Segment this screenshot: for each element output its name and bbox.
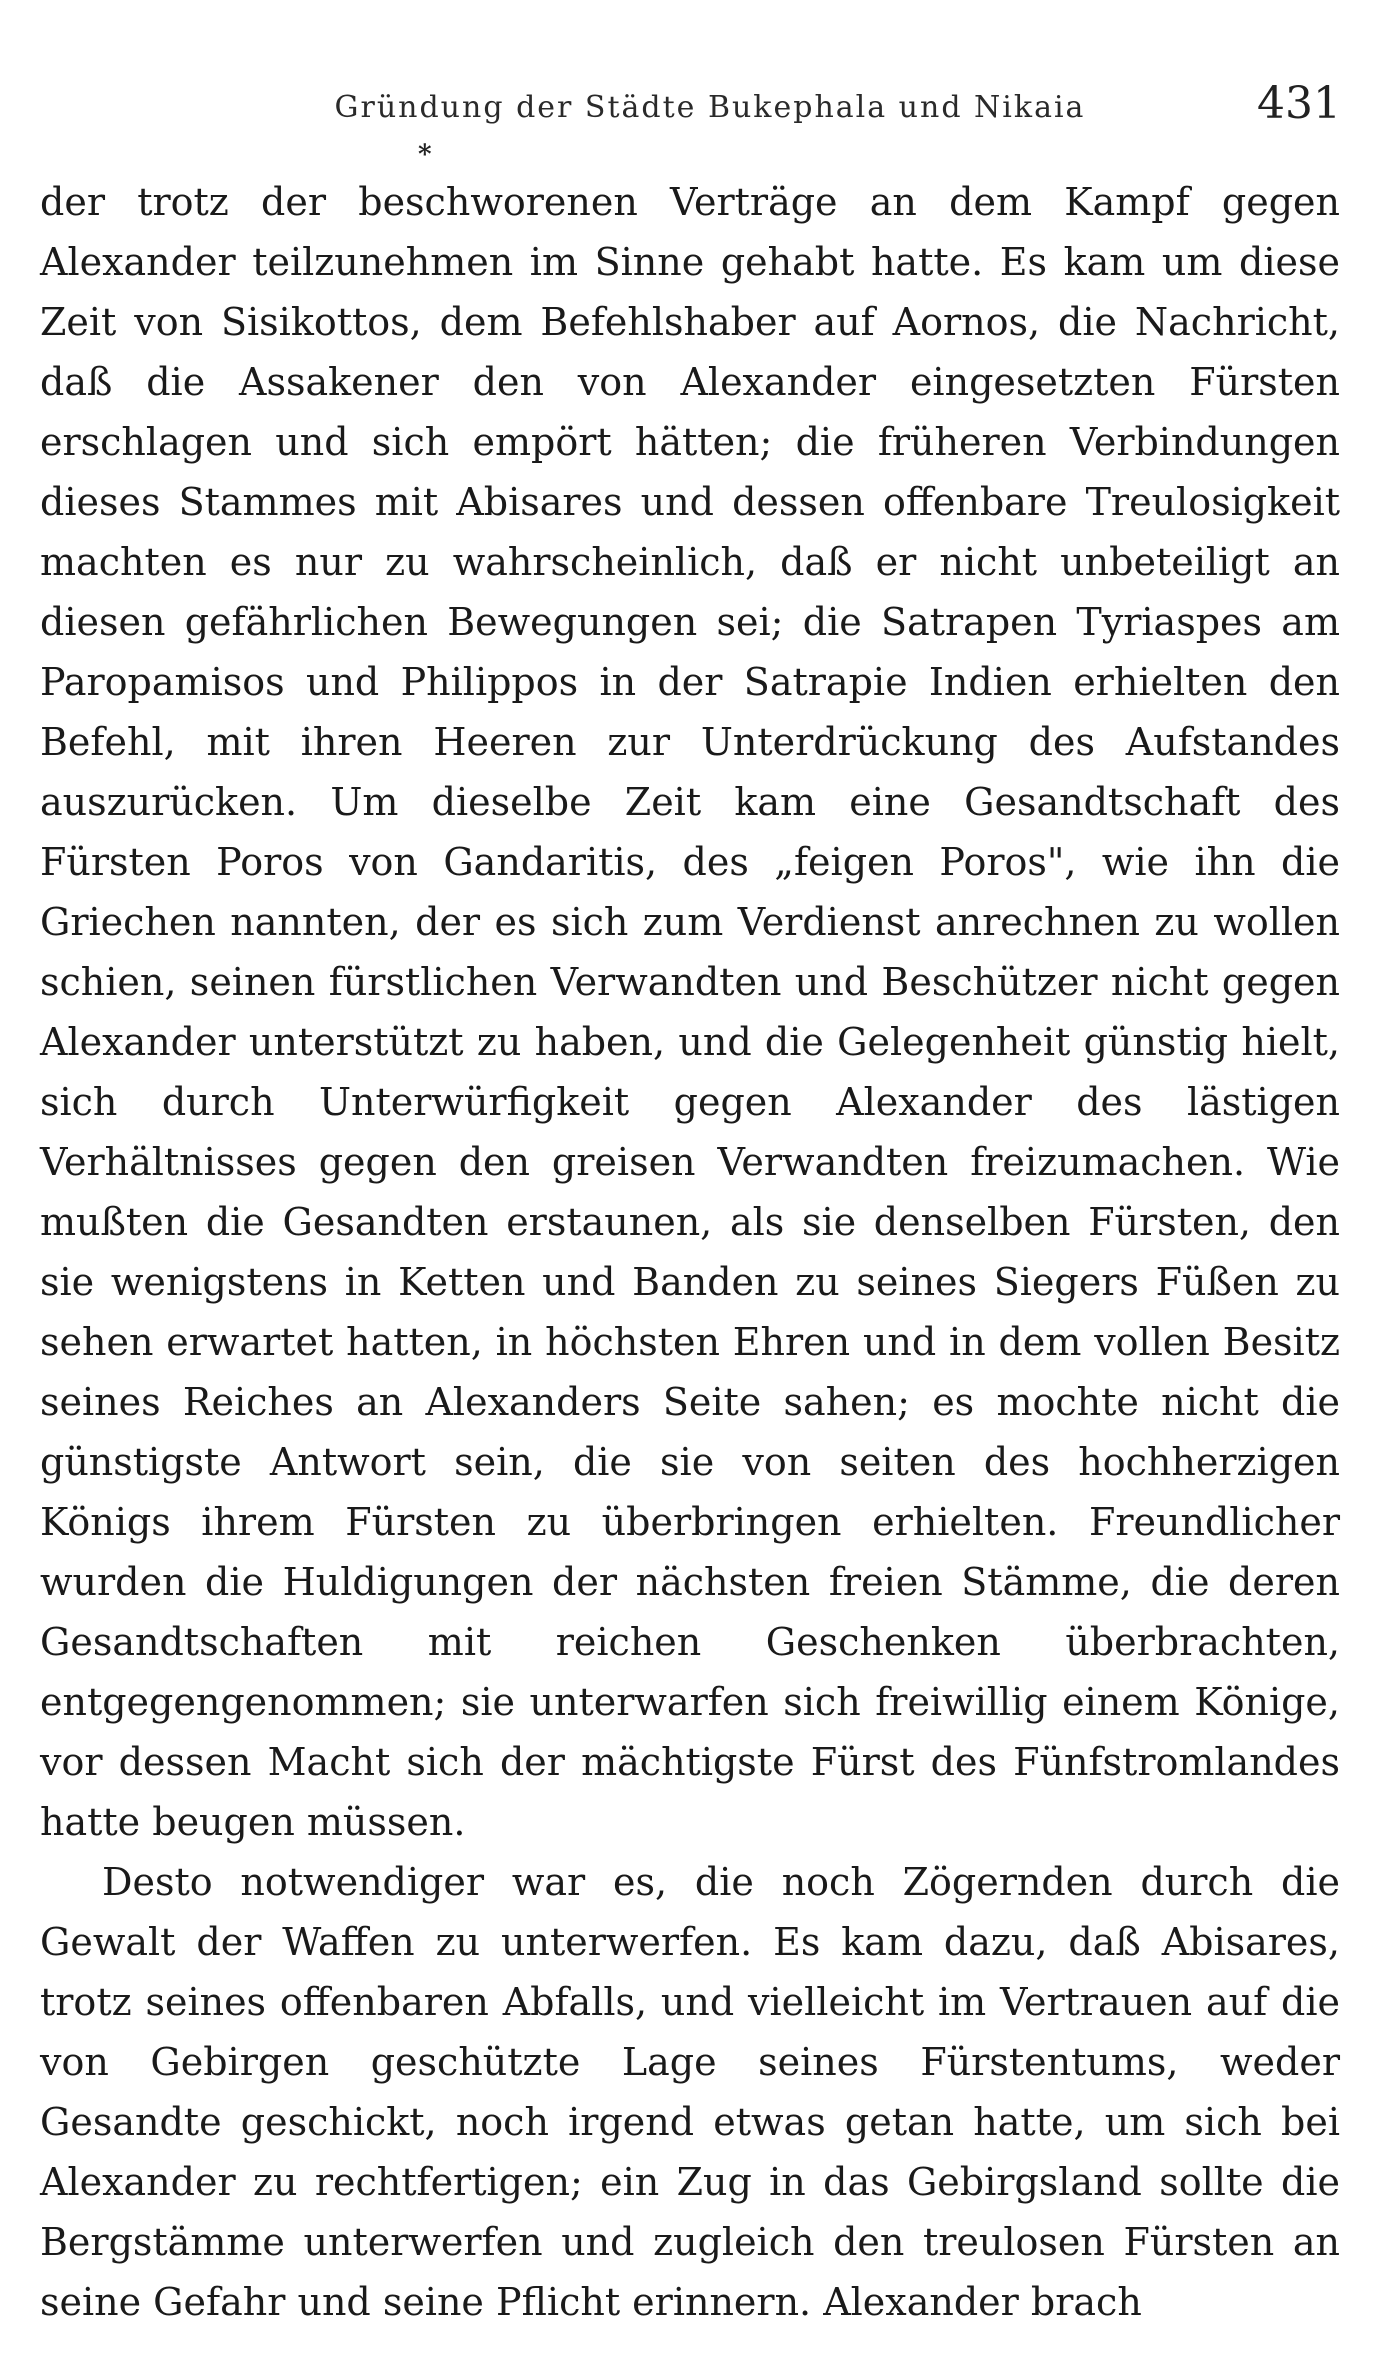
body-text [40,172,1340,2332]
paragraph-1: der trotz der beschworenen Verträge an dem Kampf gegen Alexander teilzunehmen im Sinne gehabt hatte. Es kam um diese Zeit von Sisikottos, dem Befehlshaber auf Aornos, die Nachricht, daß die Assakener den von Alexander eingesetzten Fürsten erschlagen und sich empört hätten; die früheren Verbindungen dieses Stammes mit Abisares und dessen offenbare Treulosigkeit machten es nur zu wahrscheinlich, daß er nicht unbeteiligt an diesen gefährlichen Bewegungen sei; die Satrapen Tyriaspes am Paropamisos und Philippos in der Satrapie Indien erhielten den Befehl, mit ihren Heeren zur Unterdrückung des Aufstandes auszurücken. Um dieselbe Zeit kam eine Gesandtschaft des Fürsten Poros von Gandaritis, des „feigen Poros", wie ihn die Griechen nannten, der es sich zum Verdienst anrechnen zu wollen schien, seinen fürstlichen Verwandten und Beschützer nicht gegen Alexander unterstützt zu haben, und die Gelegenheit günstig hielt, sich durch Unterwürfigkeit gegen Alexander des lästigen Verhältnisses gegen den greisen Verwandten freizumachen. Wie mußten die Gesandten erstaunen, als sie denselben Fürsten, den sie wenigstens in Ketten und Banden zu seines Siegers Füßen zu sehen erwartet hatten, in höchsten Ehren und in dem vollen Besitz seines Reiches an Alexanders Seite sahen; es mochte nicht die günstigste Antwort sein, die sie von seiten des hochherzigen Königs ihrem Fürsten zu überbringen erhielten. Freundlicher wurden die Huldigungen der nächsten freien Stämme, die deren Gesandtschaften mit reichen Geschenken überbrachten, entgegengenommen; sie unterwarfen sich freiwillig einem Könige, vor dessen Macht sich der mächtigste Fürst des Fünfstromlandes hatte beugen müssen. [40,180,1340,1844]
paragraph-2: Desto notwendiger war es, die noch Zögernden durch die Gewalt der Waffen zu unterwerfen. Es kam dazu, daß Abisares, trotz seines offenbaren Abfalls, und vielleicht im Vertrauen auf die von Gebirgen geschützte Lage seines Fürstentums, weder Gesandte geschickt, noch irgend etwas getan hatte, um sich bei Alexander zu rechtfertigen; ein Zug in das Gebirgsland sollte die Bergstämme unterwerfen und zugleich den treulosen Fürsten an seine Gefahr und seine Pflicht erinnern. Alexander brach [40,1860,1340,2324]
page-header [0,78,1399,148]
page-number: 431 [1257,78,1341,129]
running-head: Gründung der Städte Bukephala und Nikaia [334,90,1086,125]
asterisk-marker: * [418,140,432,170]
